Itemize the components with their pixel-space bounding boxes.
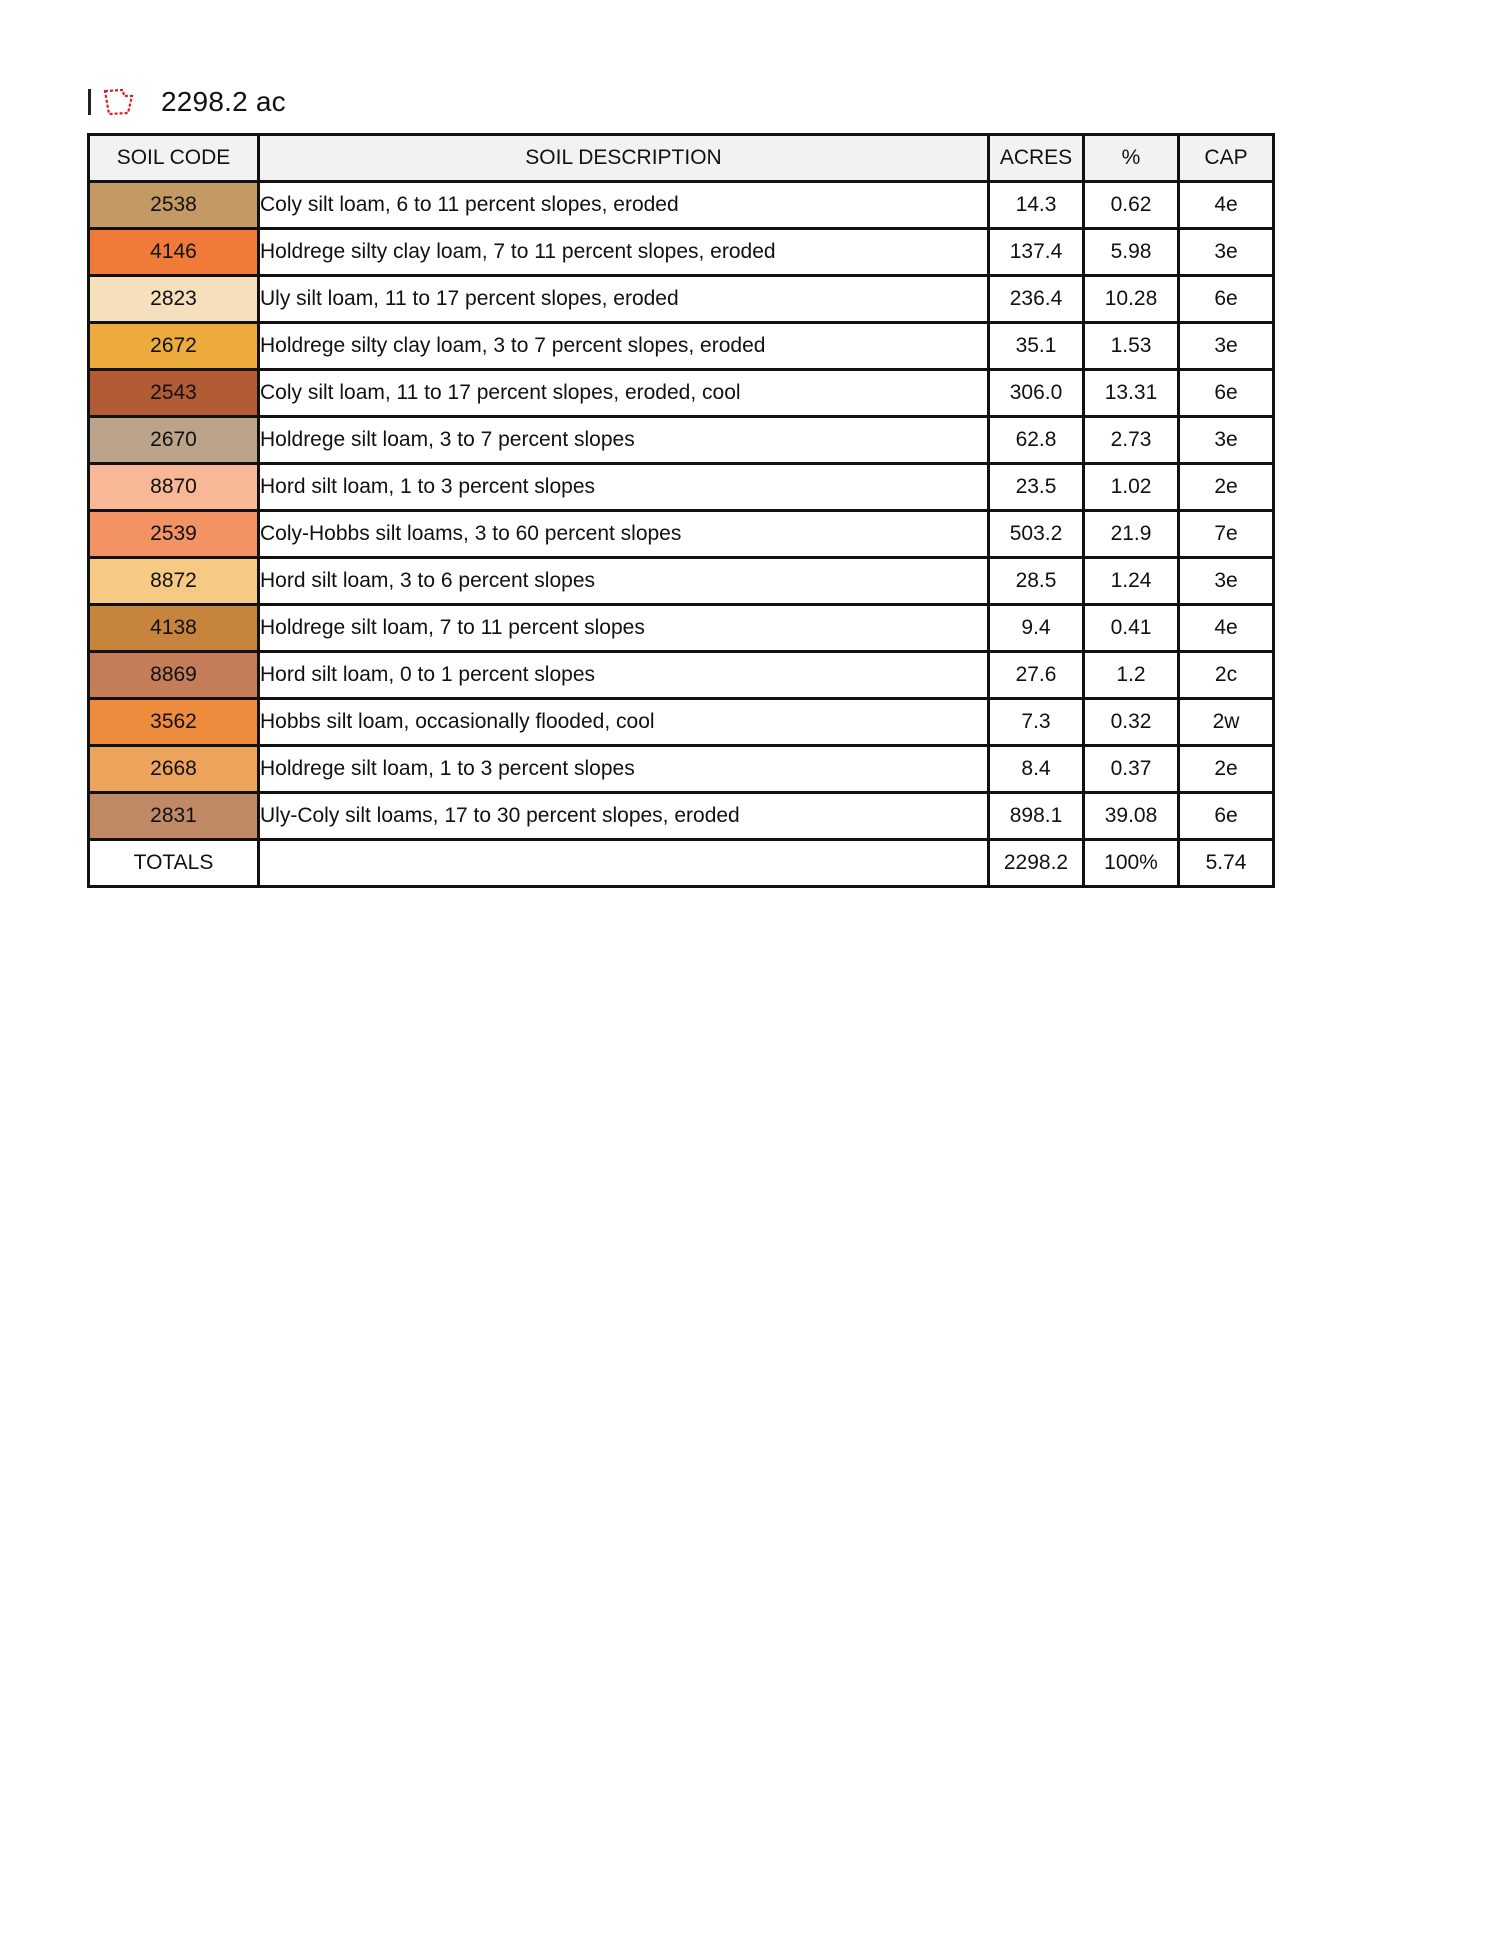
totals-row	[89, 840, 1274, 887]
acres-cell: 27.6	[989, 652, 1084, 699]
soil-description-cell: Uly-Coly silt loams, 17 to 30 percent slopes, eroded	[259, 793, 989, 840]
soil-code-cell: 2668	[89, 746, 259, 793]
soil-code-cell: 4146	[89, 229, 259, 276]
table-row	[89, 370, 1274, 417]
soil-code-cell: 4138	[89, 605, 259, 652]
table-row	[89, 793, 1274, 840]
cap-cell: 3e	[1179, 417, 1274, 464]
acres-cell: 236.4	[989, 276, 1084, 323]
cap-cell: 3e	[1179, 558, 1274, 605]
total-area-label: 2298.2 ac	[161, 86, 286, 117]
totals-acres: 2298.2	[989, 840, 1084, 887]
acres-cell: 503.2	[989, 511, 1084, 558]
acres-cell: 137.4	[989, 229, 1084, 276]
percent-cell: 10.28	[1084, 276, 1179, 323]
acres-cell: 23.5	[989, 464, 1084, 511]
totals-description	[259, 840, 989, 887]
cap-cell: 2e	[1179, 464, 1274, 511]
soil-description-cell: Holdrege silt loam, 1 to 3 percent slopes	[259, 746, 989, 793]
table-row	[89, 229, 1274, 276]
table-row	[89, 276, 1274, 323]
soil-code-cell: 2672	[89, 323, 259, 370]
cap-cell: 2c	[1179, 652, 1274, 699]
soil-description-cell: Uly silt loam, 11 to 17 percent slopes, eroded	[259, 276, 989, 323]
percent-cell: 39.08	[1084, 793, 1179, 840]
percent-cell: 1.02	[1084, 464, 1179, 511]
column-header-soil-code: SOIL CODE	[89, 135, 259, 182]
soil-description-cell: Holdrege silty clay loam, 3 to 7 percent slopes, eroded	[259, 323, 989, 370]
percent-cell: 0.62	[1084, 182, 1179, 229]
soil-table	[87, 133, 1275, 888]
table-row	[89, 323, 1274, 370]
soil-code-cell: 8869	[89, 652, 259, 699]
acres-cell: 8.4	[989, 746, 1084, 793]
totals-label: TOTALS	[89, 840, 259, 887]
table-row	[89, 417, 1274, 464]
percent-cell: 1.2	[1084, 652, 1179, 699]
cap-cell: 2e	[1179, 746, 1274, 793]
acres-cell: 306.0	[989, 370, 1084, 417]
percent-cell: 0.32	[1084, 699, 1179, 746]
soil-description-cell: Coly-Hobbs silt loams, 3 to 60 percent slopes	[259, 511, 989, 558]
parcel-header	[88, 82, 286, 122]
soil-code-cell: 8870	[89, 464, 259, 511]
cap-cell: 3e	[1179, 229, 1274, 276]
soil-description-cell: Holdrege silt loam, 7 to 11 percent slopes	[259, 605, 989, 652]
table-row	[89, 605, 1274, 652]
column-header-percent: %	[1084, 135, 1179, 182]
acres-cell: 14.3	[989, 182, 1084, 229]
acres-cell: 7.3	[989, 699, 1084, 746]
soil-code-cell: 3562	[89, 699, 259, 746]
soil-code-cell: 2543	[89, 370, 259, 417]
soil-code-cell: 8872	[89, 558, 259, 605]
cap-cell: 6e	[1179, 370, 1274, 417]
soil-code-cell: 2670	[89, 417, 259, 464]
soil-code-cell: 2831	[89, 793, 259, 840]
parcel-boundary-icon	[101, 87, 135, 117]
soil-description-cell: Coly silt loam, 6 to 11 percent slopes, eroded	[259, 182, 989, 229]
table-row	[89, 182, 1274, 229]
totals-percent: 100%	[1084, 840, 1179, 887]
column-header-cap: CAP	[1179, 135, 1274, 182]
table-row	[89, 558, 1274, 605]
percent-cell: 1.24	[1084, 558, 1179, 605]
percent-cell: 2.73	[1084, 417, 1179, 464]
percent-cell: 0.41	[1084, 605, 1179, 652]
cap-cell: 4e	[1179, 605, 1274, 652]
column-header-acres: ACRES	[989, 135, 1084, 182]
header-divider	[88, 89, 91, 115]
cap-cell: 7e	[1179, 511, 1274, 558]
soil-description-cell: Holdrege silt loam, 3 to 7 percent slopes	[259, 417, 989, 464]
percent-cell: 21.9	[1084, 511, 1179, 558]
cap-cell: 3e	[1179, 323, 1274, 370]
cap-cell: 2w	[1179, 699, 1274, 746]
cap-cell: 6e	[1179, 793, 1274, 840]
table-row	[89, 511, 1274, 558]
cap-cell: 4e	[1179, 182, 1274, 229]
percent-cell: 1.53	[1084, 323, 1179, 370]
soil-description-cell: Hobbs silt loam, occasionally flooded, cool	[259, 699, 989, 746]
table-row	[89, 699, 1274, 746]
soil-description-cell: Hord silt loam, 0 to 1 percent slopes	[259, 652, 989, 699]
acres-cell: 898.1	[989, 793, 1084, 840]
percent-cell: 0.37	[1084, 746, 1179, 793]
percent-cell: 13.31	[1084, 370, 1179, 417]
acres-cell: 28.5	[989, 558, 1084, 605]
acres-cell: 35.1	[989, 323, 1084, 370]
cap-cell: 6e	[1179, 276, 1274, 323]
soil-description-cell: Hord silt loam, 1 to 3 percent slopes	[259, 464, 989, 511]
soil-code-cell: 2539	[89, 511, 259, 558]
totals-cap: 5.74	[1179, 840, 1274, 887]
table-row	[89, 464, 1274, 511]
column-header-soil-description: SOIL DESCRIPTION	[259, 135, 989, 182]
soil-description-cell: Holdrege silty clay loam, 7 to 11 percent slopes, eroded	[259, 229, 989, 276]
soil-code-cell: 2538	[89, 182, 259, 229]
table-row	[89, 746, 1274, 793]
soil-code-cell: 2823	[89, 276, 259, 323]
percent-cell: 5.98	[1084, 229, 1179, 276]
table-header-row	[89, 135, 1274, 182]
table-row	[89, 652, 1274, 699]
soil-description-cell: Coly silt loam, 11 to 17 percent slopes, eroded, cool	[259, 370, 989, 417]
acres-cell: 9.4	[989, 605, 1084, 652]
acres-cell: 62.8	[989, 417, 1084, 464]
soil-description-cell: Hord silt loam, 3 to 6 percent slopes	[259, 558, 989, 605]
table-body	[89, 182, 1274, 840]
